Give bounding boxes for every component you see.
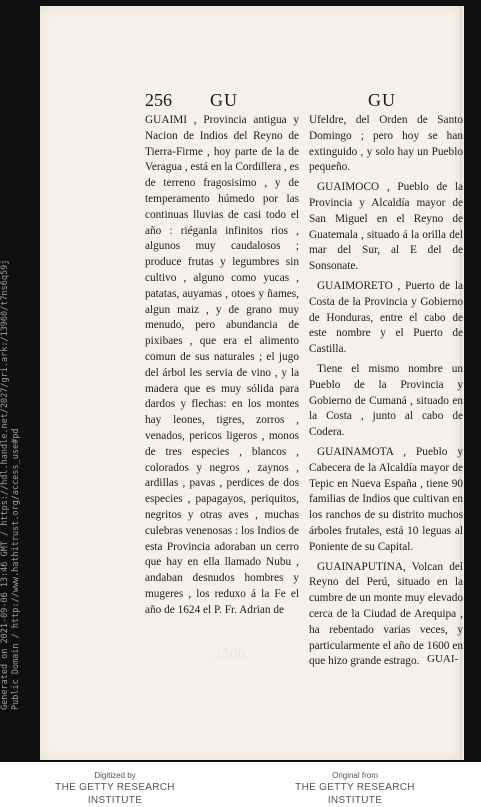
faded-show-through-mark: 2500	[214, 647, 246, 662]
catchword: GUAI-	[427, 653, 459, 665]
digitization-footer	[0, 762, 481, 806]
guaimoco-entry: GUAIMOCO , Pueblo de la Provincia y Alcaldía mayor de San Miguel en el Reyno de Guatemala , situado á la orilla del mar del Sur, al E del de Sonsonate.	[309, 181, 463, 273]
original-from-block	[270, 771, 440, 807]
right-running-head: GU	[368, 90, 396, 110]
guainaputina-entry: GUAINAPUTINA, Volcan del Reyno del Perú, situado en la cumbre de un monte muy elevado cerca de la Ciudad de Arequipa , ha rebentado varias veces, y particularmente el año de 1600 en que hizo grande estrago.	[309, 560, 463, 668]
original-from-institution: THE GETTY RESEARCH INSTITUTE	[295, 782, 415, 806]
continued-entry-text: Ufeldre, del Orden de Santo Domingo ; pero hoy se han extinguido , y solo hay un Pueblo pequeño.	[309, 114, 463, 174]
left-running-head: GU	[210, 90, 238, 110]
guaimi-entry: GUAIMI , Provincia antigua y Nacion de Indios del Reyno de Tierra-Firme , hoy parte de la de Veragua , está en la Cordillera , es de terreno fragosisimo , y de temperamento húmedo por las continuas lluvias de casi todo el año : riéganla infinitos rios , algunos muy caudalosos ; produce frutas y legumbres sin cultivo , alguno como yucas , patatas, auyamas , otoes y ñames, algun maiz , y de grano muy menudo, pero abundancia de pixibaes , que era el alimento comun de sus naturales ; el jugo del árbol les servia de vino , y la madera que es muy sólida para dardos y flechas: en los montes hay leones, tigres, zorros , venados, pericos ligeros , monos de tres especies , blancos , colorados y negros , zaynos , ardillas , pavas , perdices de dos especies , papagayos, periquitos, negritos y otras aves , muchas culebras venenosas : los Indios de esta Provincia adoraban un cerro que hay en ella llamado Nubu , andaban desnudos hombres y mugeres , los reduxo á la Fe el año de 1624 el P. Fr. Adrian de	[145, 114, 300, 616]
guaimoreto-entry: GUAIMORETO , Puerto de la Costa de la Provincia y Gobierno de Honduras, entre el cabo de este nombre y el Puerto de Castilla.	[309, 279, 463, 356]
side-metadata-stamp	[0, 259, 26, 710]
left-text-column	[145, 113, 299, 623]
digitized-by-label: Digitized by	[94, 771, 136, 780]
page-header	[145, 90, 415, 114]
digitized-by-institution: THE GETTY RESEARCH INSTITUTE	[55, 782, 175, 806]
original-from-label: Original from	[332, 771, 378, 780]
side-stamp-line-2: Public Domain / http://www.hathitrust.org/access_use#pd	[11, 428, 21, 710]
page-number: 256	[145, 90, 172, 110]
cumana-subentry: Tiene el mismo nombre un Pueblo de la Provincia y Gobierno de Cumaná , situado en la Costa , junto al cabo de Codera.	[309, 362, 463, 439]
right-text-column	[309, 113, 463, 674]
guainamota-entry: GUAINAMOTA , Pueblo y Cabecera de la Alcaldía mayor de Tepic en Nueva España , tiene 90 familias de Indios que cultivan en los ranchos de su distrito muchos árboles frutales, está 10 leguas al Poniente de su Capital.	[309, 445, 463, 553]
side-stamp-line-1: Generated on 2021-09-06 13:46 GMT / https://hdl.handle.net/2027/gri.ark:/13960/t7ns6q59j	[0, 259, 10, 710]
digitized-by-block	[30, 771, 200, 807]
